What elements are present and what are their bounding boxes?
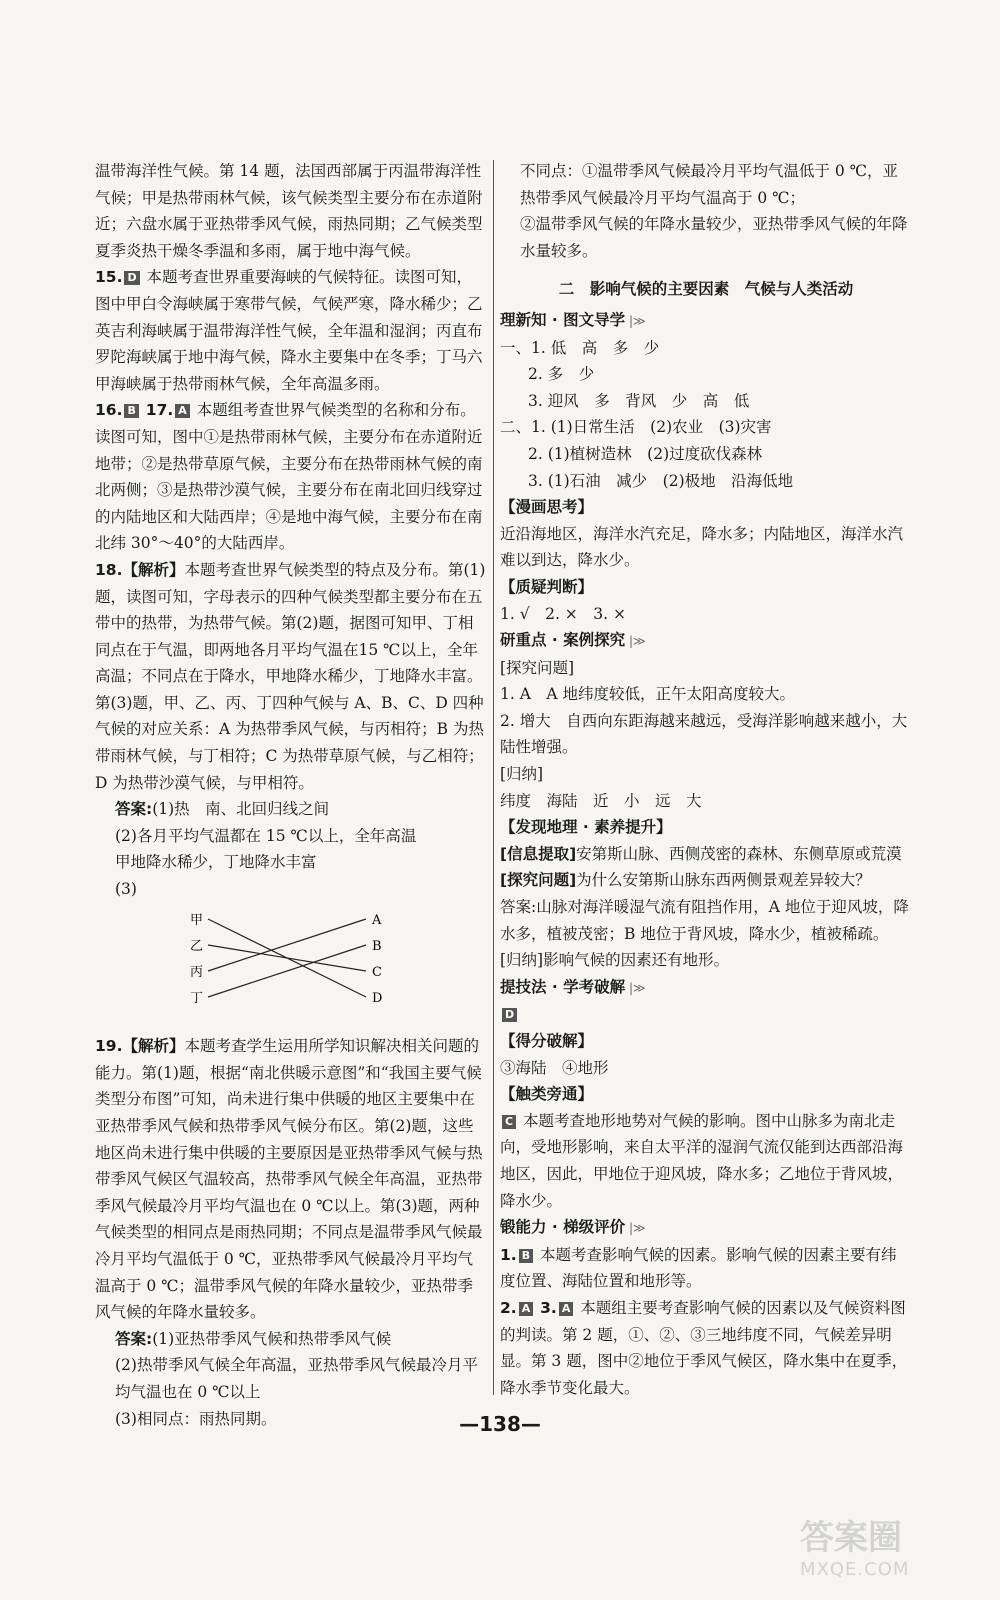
question-16-17 [95,397,487,557]
list-item: 2. 多 少 [528,365,595,384]
paragraph [500,894,912,947]
right-column [500,158,912,1401]
question-number: 16. [95,401,123,420]
question-number: 2. [500,1298,517,1317]
subsection-tag: 【得分破解】 [500,1032,594,1050]
question-text: 本题组考查世界气候类型的名称和分布。读图可知，图中①是热带雨林气候，主要分布在赤道附近地带；②是热带草原气候，主要分布在热带雨林气候的南北两侧；③是热带沙漠气候，主要分布在南北回归线穿过的内陆地区和大陆西岸；④是地中海气候，主要分布在南北纬 30°～40°的大陆西岸。 [95,401,483,553]
question-text: 本题考查影响气候的因素。影响气候的因素主要有纬度位置、海陆位置和地形等。 [500,1245,897,1291]
answer-box: B [124,404,138,418]
answer-label: 答案: [115,800,153,819]
question-text: 本题考查学生运用所学知识解决相关问题的能力。第(1)题，根据“南北供暖示意图”和“我国主要气候类型分布图”可知，尚未进行集中供暖的地区主要集中在亚热带季风气候和热带季风气候分布区。第(2)题，这些地区尚未进行集中供暖的主要原因是亚热带季风气候与热带季风气候区气温较高，热带季风气候全年高温，亚热带季风气候最冷月平均气温也在 0 ℃以上。第(3)题，两种气候类型的相同点是雨热同期；不同点是温带季风气候最冷月平均气温低于 0 ℃，亚热带季风气候最冷月平均气温高于 0 ℃；温带季风气候的年降水量较少，亚热带季风气候的年降水量较多。 [95,1037,483,1322]
inline-text: 本题考查地形地势对气候的影响。图中山脉多为南北走向，受地形影响，来自太平洋的湿润气流仅能到达西部沿海地区，因此，甲地位于迎风坡，降水多；乙地位于背风坡，降水少。 [500,1111,904,1210]
list-item: 3. (1)石油 减少 (2)极地 沿海低地 [528,471,794,490]
list-item: 二、1. (1)日常生活 (2)农业 (3)灾害 [500,418,772,437]
matching-lines [208,919,366,997]
subsection-tag: [归纳] [500,765,544,784]
question-15 [95,264,487,397]
list-item: 2. (1)植树造林 (2)过度砍伐森林 [528,444,763,463]
paragraph: 温带海洋性气候。第 14 题，法国西部属于丙温带海洋性气候；甲是热带雨林气候，该气候类型主要分布在赤道附近；六盘水属于亚热带季风气候，雨热同期；乙气候类型夏季炎热干燥冬季温和多雨，属于地中海气候。 [95,162,483,260]
answer-line: (2)热带季风气候全年高温，亚热带季风气候最冷月平均气温也在 0 ℃以上 [115,1356,478,1401]
paragraph [500,841,912,868]
paragraph [500,1108,912,1214]
inline-tag: [归纳] [500,951,544,970]
paragraph: 纬度 海陆 近 小 远 大 [500,791,702,810]
paragraph: ②温带季风气候的年降水量较少，亚热带季风气候的年降水量较多。 [520,215,908,260]
question-19 [95,1033,487,1326]
answer-text: (1)热 南、北回归线之间 [152,800,330,819]
question-18 [95,557,487,796]
answer-box: A [175,404,190,418]
section-tag: 锻能力 · 梯级评价 |≫ [500,1218,646,1236]
subsection-tag: 【质疑判断】 [500,577,594,596]
matching-label-right-1: B [372,938,382,954]
column-divider [493,160,494,1395]
section-tag: 理新知 · 图文导学 |≫ [500,311,646,329]
question-2-3 [500,1295,912,1401]
question-number: 1. [500,1245,517,1264]
paragraph: 不同点：①温带季风气候最冷月平均气温低于 0 ℃，亚热带季风气候最冷月平均气温高于 0 ℃； [520,162,899,207]
matching-diagram [190,909,410,1019]
inline-text: 安第斯山脉、西侧茂密的森林、东侧草原或荒漠 [576,844,902,863]
question-1 [500,1242,912,1295]
section-title: 二 影响气候的主要因素 气候与人类活动 [558,280,854,299]
left-column [95,158,487,1432]
matching-label-right-2: C [372,964,382,980]
subsection-tag: 【漫画思考】 [500,498,594,517]
answer-label: 答案: [115,1329,153,1348]
answer-line [95,796,487,823]
analysis-tag: 【解析】 [122,560,185,579]
paragraph [500,867,912,894]
paragraph: 1. √ 2. × 3. × [500,604,626,623]
subsection-tag: 【触类旁通】 [500,1085,594,1104]
matching-label-left-1: 乙 [190,938,204,954]
question-number: 3. [540,1298,557,1317]
question-number: 17. [145,401,174,420]
matching-label-right-0: A [372,912,382,928]
section-tag: 研重点 · 案例探究 |≫ [500,631,646,649]
answer-box: D [502,1008,517,1022]
subsection-tag: [探究问题] [500,658,575,677]
answer-line [95,1326,487,1353]
answer-box: A [559,1302,574,1316]
watermark-url: MXQE.COM [800,1559,910,1580]
answer-line: (3)相同点：雨热同期。 [115,1409,277,1428]
question-text: 本题考查世界重要海峡的气候特征。读图可知，图中甲白令海峡属于寒带气候，气候严寒，降水稀少；乙英吉利海峡属于温带海洋性气候，全年温和湿润；丙直布罗陀海峡属于地中海气候，降水主要集中在冬季；丁马六甲海峡属于热带雨林气候，全年高温多雨。 [95,268,483,393]
question-text: 本题考查世界气候类型的特点及分布。第(1)题，读图可知，字母表示的四种气候类型都主要分布在五带中的热带，为热带气候。第(2)题，据图可知甲、丁相同点在于气温，即两地各月平均气温在15 ℃以上，全年高温；不同点在于降水，甲地降水稀少，丁地降水丰富。第(3)题，甲、乙、丙、丁四种气候与 A、B、C、D 四种气候的对应关系：A 为热带季风气候，与丙相符；B 为热带雨林气候，与丁相符；C 为热带草原气候，与乙相符；D 为热带沙漠气候，与甲相符。 [95,560,486,792]
list-item: 1. A A 地纬度较低，正午太阳高度较大。 [500,685,796,704]
answer-label: 答案: [500,898,537,917]
answer-line: 甲地降水稀少，丁地降水丰富 [115,853,317,872]
watermark-text: 答案圈 [800,1518,902,1558]
inline-tag: [探究问题] [500,871,577,890]
subsection-tag: 【发现地理 · 素养提升】 [500,818,672,837]
watermark-logo [800,1510,970,1580]
inline-tag: [信息提取] [500,844,577,863]
paragraph: ③海陆 ④地形 [500,1058,609,1077]
answer-line: (2)各月平均气温都在 15 ℃以上，全年高温 [115,826,417,845]
question-text: 本题组主要考查影响气候的因素以及气候资料图的判读。第 2 题，①、②、③三地纬度不同，气候差异明显。第 3 题，图中②地位于季风气候区，降水集中在夏季，降水季节变化最大。 [500,1298,908,1397]
page-number: —138— [459,1412,541,1436]
matching-label-left-2: 丙 [190,964,204,980]
inline-text: 山脉对海洋暖湿气流有阻挡作用，A 地位于迎风坡，降水多，植被茂密；B 地位于背风坡，降水少，植被稀疏。 [500,898,909,943]
paragraph: 近沿海地区，海洋水汽充足，降水多；内陆地区，海洋水汽难以到达，降水少。 [500,524,904,570]
list-item: 一、1. 低 高 多 少 [500,338,660,357]
matching-line-1 [208,945,366,971]
analysis-tag: 【解析】 [122,1037,185,1056]
answer-box: A [519,1302,534,1316]
answer-line: (3) [115,880,137,899]
paragraph [500,947,912,974]
matching-line-2 [208,919,366,971]
list-item: 3. 迎风 多 背风 少 高 低 [528,391,750,410]
matching-label-left-3: 丁 [190,990,204,1006]
answer-text: (1)亚热带季风气候和热带季风气候 [152,1329,392,1348]
inline-text: 为什么安第斯山脉东西两侧景观差异较大？ [576,871,871,890]
list-item: 2. 增大 自西向东距海越来越远，受海洋影响越来越小，大陆性增强。 [500,711,908,757]
matching-line-3 [208,945,366,997]
answer-box: D [124,271,139,285]
question-number: 18. [95,560,123,579]
section-tag: 提技法 · 学考破解 |≫ [500,978,646,996]
matching-label-right-3: D [372,990,383,1006]
answer-box: B [519,1249,533,1263]
answer-box: C [502,1115,516,1129]
matching-label-left-0: 甲 [190,912,204,928]
inline-text: 影响气候的因素还有地形。 [543,951,730,970]
question-number: 19. [95,1037,123,1056]
question-number: 15. [95,268,123,287]
